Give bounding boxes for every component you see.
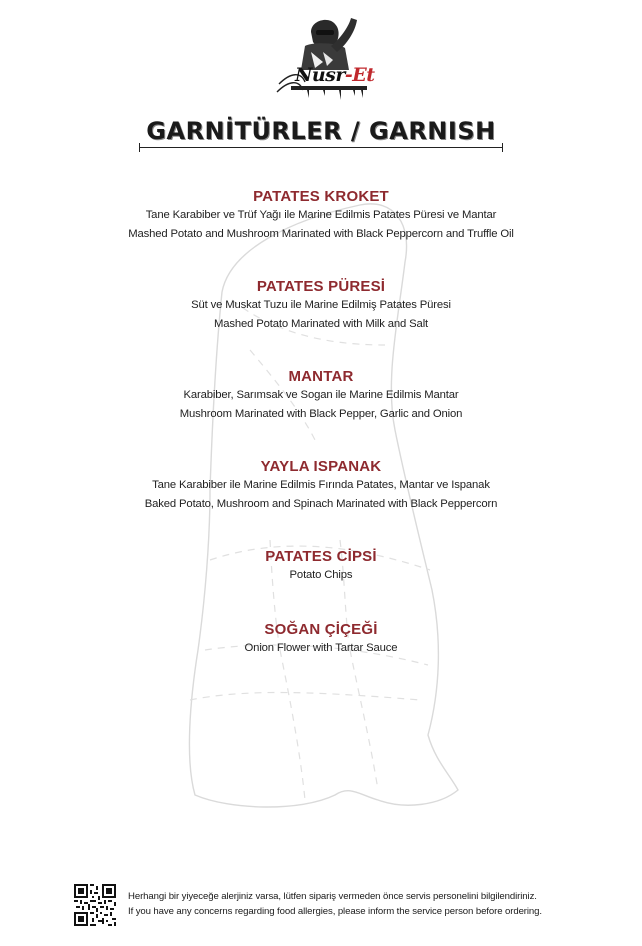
item-description-en: Baked Potato, Mushroom and Spinach Marinated with Black Peppercorn — [144, 498, 498, 510]
qr-code-icon — [74, 884, 116, 926]
brand-wordmark — [295, 64, 375, 86]
item-name: MANTAR — [288, 368, 354, 385]
item-name: PATATES PÜRESİ — [256, 278, 386, 295]
menu-item-sogan-cicegi — [0, 621, 642, 658]
item-description-en: Mushroom Marinated with Black Pepper, Garlic and Onion — [179, 408, 463, 420]
item-description-en: Onion Flower with Tartar Sauce — [244, 642, 398, 654]
page-title: GARNİTÜRLER / GARNISH — [146, 117, 496, 145]
brand-wordmark-main: Nusr — [295, 64, 345, 86]
allergy-notice-tr: Herhangi bir yiyeceğe alerjiniz varsa, lütfen sipariş vermeden önce servis personelini bilgilendiriniz. — [128, 891, 537, 902]
item-description-en: Mashed Potato Marinated with Milk and Salt — [213, 318, 429, 330]
allergy-notice-en: If you have any concerns regarding food allergies, please inform the service person before ordering. — [128, 906, 542, 917]
item-description-tr: Süt ve Muskat Tuzu ile Marine Edilmiş Patates Püresi — [191, 299, 451, 311]
item-description-en: Mashed Potato and Mushroom Marinated with Black Peppercorn and Truffle Oil — [128, 228, 514, 240]
allergy-notice — [74, 884, 574, 926]
brand-logo — [271, 12, 383, 104]
item-description-tr: Tane Karabiber ile Marine Edilmis Fırında Patates, Mantar ve Ispanak — [152, 479, 490, 491]
item-description-tr: Tane Karabiber ve Trüf Yağı ile Marine Edilmis Patates Püresi ve Mantar — [145, 209, 497, 221]
menu-item-patates-kroket — [0, 188, 642, 244]
title-underline — [139, 147, 503, 148]
item-name: SOĞAN ÇİÇEĞİ — [264, 621, 378, 638]
item-name: PATATES KROKET — [253, 188, 389, 205]
item-description-en: Potato Chips — [289, 569, 353, 581]
brand-wordmark-accent: -Et — [344, 64, 375, 86]
menu-item-patates-puresi — [0, 278, 642, 334]
menu-item-patates-cipsi — [0, 548, 642, 585]
item-description-tr: Karabiber, Sarımsak ve Sogan ile Marine Edilmis Mantar — [183, 389, 459, 401]
item-name: PATATES CİPSİ — [265, 548, 377, 565]
item-name: YAYLA ISPANAK — [260, 458, 382, 475]
menu-item-yayla-ispanak — [0, 458, 642, 514]
menu-item-mantar — [0, 368, 642, 424]
chef-logo-icon — [271, 12, 383, 104]
allergy-notice-text — [128, 889, 574, 919]
